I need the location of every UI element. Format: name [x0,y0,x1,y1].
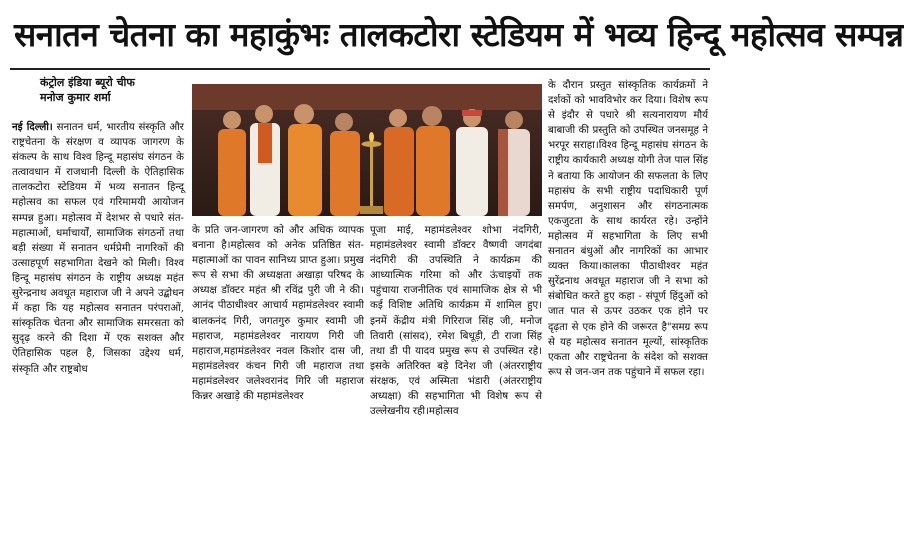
article-column-1 [12,120,184,538]
byline-bureau: कंट्रोल इंडिया ब्यूरो चीफ [40,76,135,89]
column-1-text: सनातन धर्म, भारतीय संस्कृति और राष्ट्रचेतना के संरक्षण व व्यापक जागरण के संकल्प के साथ विश्व हिन्दू महासंघ संगठन के तत्वावधान में राजधानी दिल्ली के ऐतिहासिक तालकटोरा स्टेडियम में भव्य सनातन हिन्दू महोत्सव का सफल एवं गरिमामयी आयोजन सम्पन्न हुआ। महोत्सव में देशभर से पधारे संत-महात्माओं, धर्माचार्यों, सामाजिक संगठनों तथा बड़ी संख्या में सनातन धर्मप्रेमी नागरिकों की उत्साहपूर्ण सहभागिता देखने को मिली। विश्व हिन्दू महासंघ संगठन के राष्ट्रीय अध्यक्ष महंत सुरेन्द्रनाथ अवधूत महाराज जी ने अपने उद्बोधन में कहा कि यह महोत्सव सनातन परंपराओं, सांस्कृतिक चेतना और सामाजिक समरसता को सुदृढ़ करने की दिशा में एक सशक्त और ऐतिहासिक पहल है, जिसका उद्देश्य धर्म, संस्कृति और राष्ट्रबोध [12,122,184,375]
headline: सनातन चेतना का महाकुंभः तालकटोरा स्टेडियम में भव्य हिन्दू महोत्सव सम्पन्न [14,15,904,54]
byline-author: मनोज कुमार शर्मा [40,91,111,104]
dateline: नई दिल्ली। [12,121,53,133]
column-3-text: पूजा माई, महामंडलेश्वर शोभा नंदगिरी, महामंडलेश्वर स्वामी डॉक्टर वैष्णवी जगदंबा नंदगिरी की उपस्थिति ने कार्यक्रम की आध्यात्मिक गरिमा को और ऊंचाइयों तक पहुंचाया राजनीतिक एवं सामाजिक क्षेत्र से भी कई विशिष्ट अतिथि कार्यक्रम में शामिल हुए। इनमें केंद्रीय मंत्री गिरिराज सिंह जी, मनोज तिवारी (सांसद), रमेश बिधूड़ी, टी राजा सिंह तथा डी पी यादव प्रमुख रूप से उपस्थित रहे। इसके अतिरिक्त बड़े दिनेश जी (अंतरराष्ट्रीय संरक्षक, एवं अस्मिता भंडारी (अंतरराष्ट्रीय अध्यक्षा) की सहभागिता भी विशेष रूप से उल्लेखनीय रही।महोत्सव [370,225,542,418]
column-4-text: के दौरान प्रस्तुत सांस्कृतिक कार्यक्रमों ने दर्शकों को भावविभोर कर दिया। विशेष रूप से इंदौर से पधारे श्री सत्यनारायण मौर्य बाबाजी की प्रस्तुति को उपस्थित जनसमूह ने भरपूर सराहा।विश्व हिन्दू महासंघ संगठन के राष्ट्रीय कार्यकारी अध्यक्ष योगी तेज पाल सिंह ने बताया कि आयोजन की सफलता के लिए महासंघ के सभी राष्ट्रीय पदाधिकारी पूर्ण समर्पण, अनुशासन और संगठनात्मक एकजुटता के साथ कार्यरत रहे। उन्होंने महोत्सव में सहभागिता के लिए सभी सनातन बंधुओं और नागरिकों का आभार व्यक्त किया।कालका पीठाधीश्वर महंत सुरेंद्रनाथ अवधूत महाराज जी ने सभा को संबोधित करते हुए कहा - संपूर्ण हिंदुओं को जात पात से ऊपर उठकर एक होने पर दृढ़ता से एक होने की जरूरत है"समग्र रूप से यह महोत्सव सनातन मूल्यों, सांस्कृतिक एकता और राष्ट्रचेतना के संदेश को सशक्त रूप से जन-जन तक पहुंचाने में सफल रहा। [548,80,708,378]
article-column-2 [192,223,364,538]
lamp-lighting-ceremony-image [192,84,542,216]
event-photo [192,84,542,216]
column-2-text: के प्रति जन-जागरण को और अधिक व्यापक बनाना है।महोत्सव को अनेक प्रतिष्ठित संत-महात्माओं का पावन सानिध्य प्राप्त हुआ। प्रमुख रूप से सभा की अध्यक्षता अखाड़ा परिषद के अध्यक्ष डॉक्टर महंत श्री रविंद्र पुरी जी ने की। आनंद पीठाधीश्वर आचार्य महामंडलेश्वर स्वामी बालकनंद गिरी, जगतगुरु कुमार स्वामी जी महाराज, महामंडलेश्वर नारायण गिरी जी महाराज,महामंडलेश्वर नवल किशोर दास जी, महामंडलेश्वर कंचन गिरी जी महाराज तथा महामंडलेश्वर जलेश्वरानंद गिरि जी महाराज किन्नर अखाड़े की महामंडलेश्वर [192,225,364,403]
article-column-4 [548,78,708,538]
headline-rule [10,68,710,70]
article-column-3 [370,223,542,538]
byline [40,75,190,105]
